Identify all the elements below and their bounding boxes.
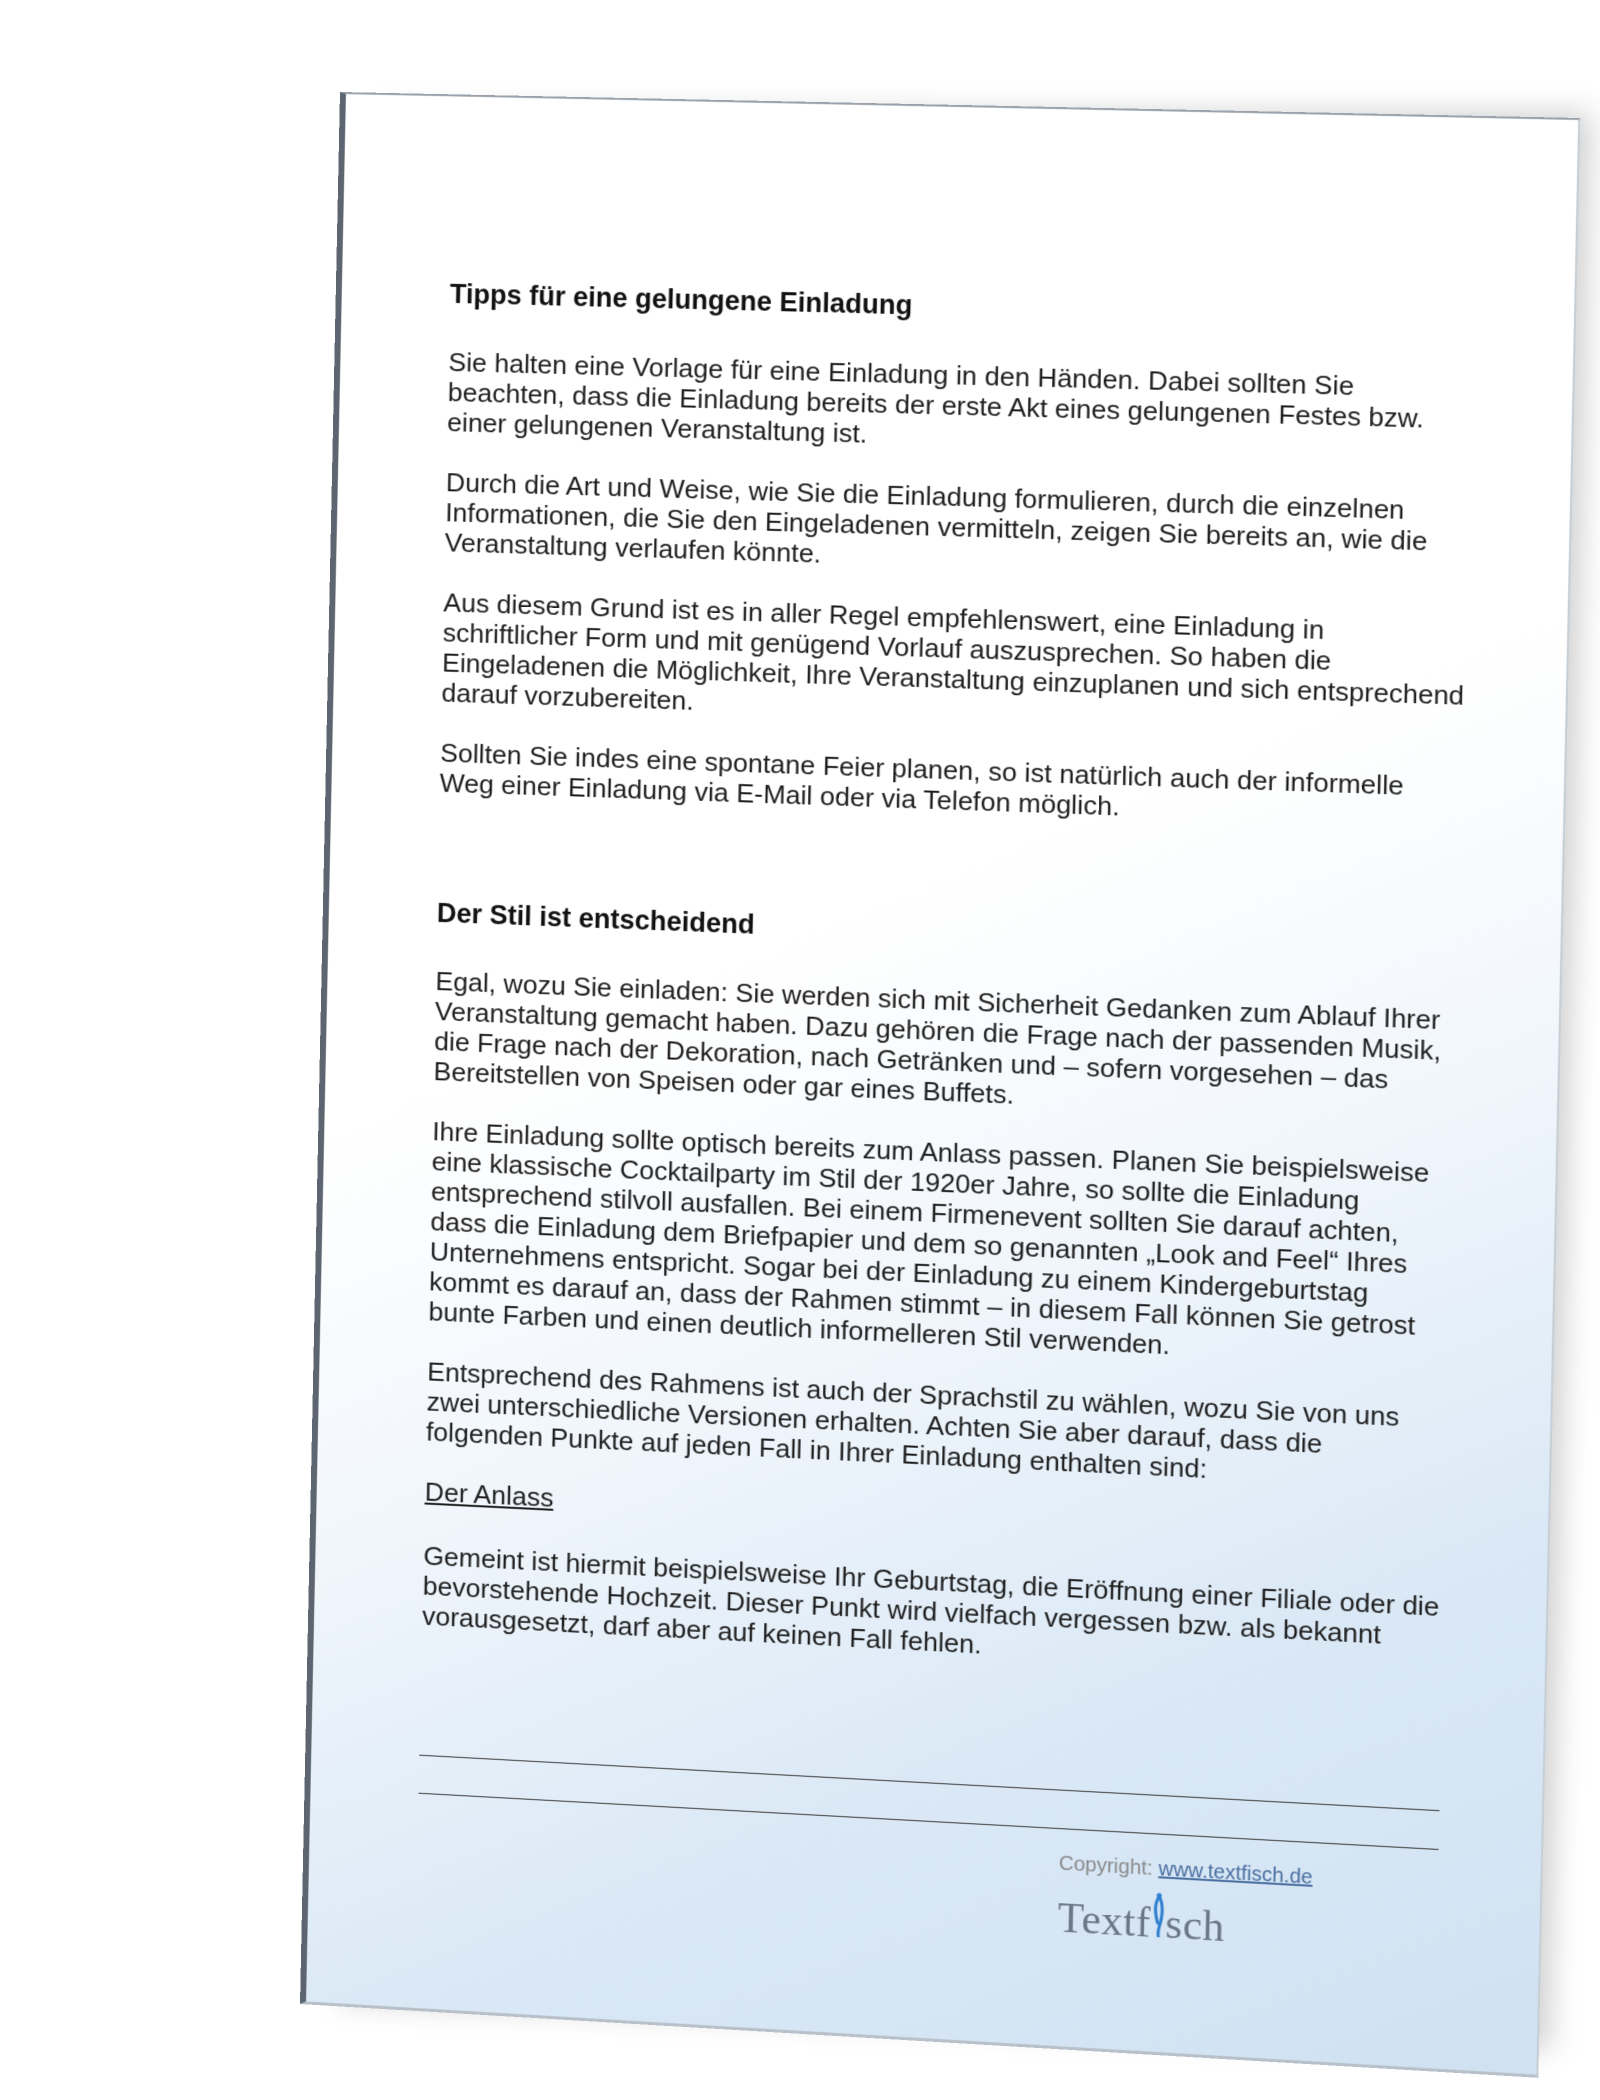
logo-text-start: Textf (1057, 1894, 1152, 1947)
heading-style: Der Stil ist entscheidend (436, 897, 756, 940)
document-body (421, 279, 1473, 1715)
fish-icon (1151, 1892, 1166, 1938)
heading-tips: Tipps für eine gelungene Einladung (449, 278, 913, 321)
copyright-link[interactable]: www.textfisch.de (1158, 1857, 1313, 1889)
paragraph-8: Gemeint ist hiermit beispielsweise Ihr Geburtstag, die Eröffnung einer Filiale oder die bevorstehende Hochzeit. Dieser Punkt wird vielfach vergessen bzw. als bekannt vorausgesetzt, darf aber auf keinen Fall fehlen. (421, 1540, 1440, 1660)
document-page (300, 92, 1580, 2078)
subheading-occasion: Der Anlass (424, 1476, 554, 1513)
paragraph-2: Durch die Art und Weise, wie Sie die Einladung formulieren, durch die einzelnen Informationen, die Sie den Eingeladenen vermitteln, zeigen Sie bereits an, wie die Veranstaltung verlaufen könnte. (444, 467, 1428, 569)
paragraph-4: Sollten Sie indes eine spontane Feier planen, so ist natürlich auch der informelle Weg einer Einladung via E-Mail oder via Telefon möglich. (439, 737, 1405, 822)
paragraph-1: Sie halten eine Vorlage für eine Einladung in den Händen. Dabei sollten Sie beachten, dass die Einladung bereits der erste Akt eines gelungenen Festes bzw. einer gelungenen Veranstaltung ist. (446, 346, 1425, 449)
paragraph-6: Ihre Einladung sollte optisch bereits zum Anlass passen. Planen Sie beispielsweise eine klassische Cocktailparty im Stil der 1920er Jahre, so sollte die Einladung entsprechend stilvoll ausfallen. Bei einem Firmenevent sollten Sie darauf achten, dass die Einladung dem Briefpapier und dem so genannten „Look and Feel“ Ihres Unternehmens entspricht. Sogar bei der Einladung zu einem Kindergeburtstag kommt es darauf an, dass der Rahmen stimmt – in diesem Fall können Sie getrost bunte Farben und einen deutlich informelleren Stil verwenden. (428, 1116, 1430, 1361)
textfisch-logo (1057, 1887, 1225, 1952)
paragraph-3: Aus diesem Grund ist es in aller Regel empfehlenswert, eine Einladung in schriftlicher Form und mit genügend Vorlauf auszusprechen. So haben die Eingeladenen die Möglichkeit, Ihre Veranstaltung einzuplanen und sich entsprechend darauf vorzubereiten. (441, 587, 1465, 716)
copyright-notice (1059, 1852, 1313, 1890)
divider-line-top (419, 1755, 1439, 1812)
logo-text-end: sch (1164, 1901, 1226, 1952)
paragraph-5: Egal, wozu Sie einladen: Sie werden sich mit Sicherheit Gedanken zum Ablauf Ihrer Veranstaltung gemacht haben. Dazu gehören die Frage nach der passenden Musik, die Frage nach der Dekoration, nach Getränken und – sofern vorgesehen – das Bereitstellen von Speisen oder gar eines Buffets. (433, 965, 1442, 1110)
copyright-label: Copyright: (1058, 1852, 1153, 1880)
paragraph-7: Entsprechend des Rahmens ist auch der Sprachstil zu wählen, wozu Sie von uns zwei unterschiedliche Versionen erhalten. Achten Sie aber darauf, dass die folgenden Punkte auf jeden Fall in Ihrer Einladung enthalten sind: (425, 1356, 1400, 1485)
